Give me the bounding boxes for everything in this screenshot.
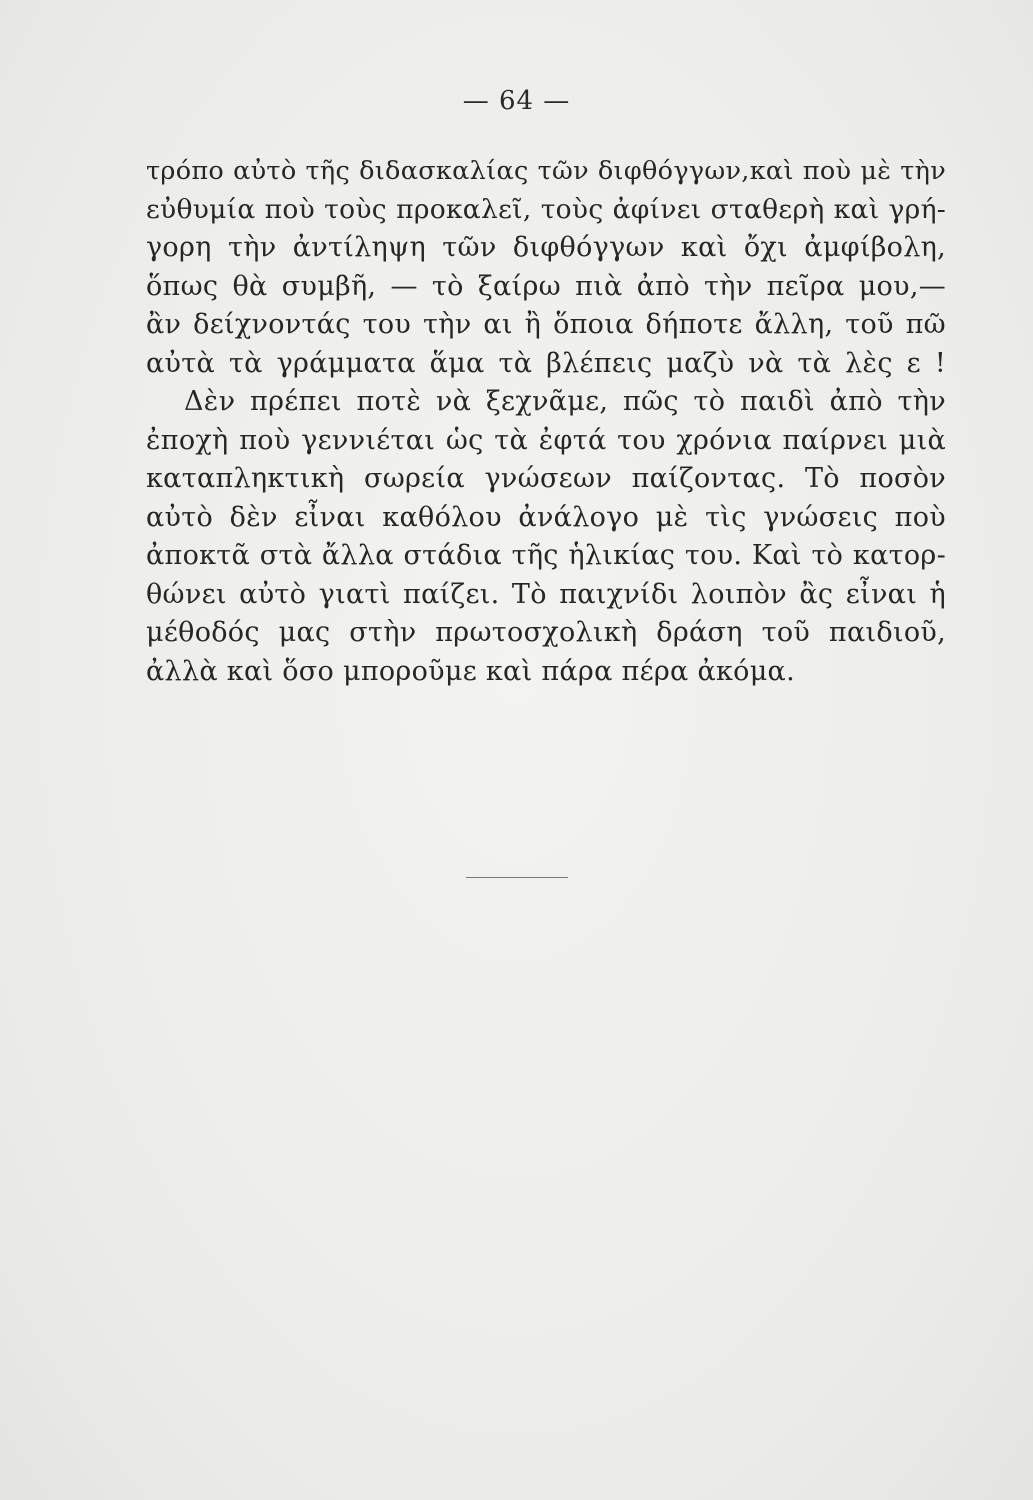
- page-number: — 64 —: [462, 86, 571, 116]
- text-line: γορη τὴν ἀντίληψη τῶν διφθόγγων καὶ ὄχι ἀμφίβολη,: [146, 232, 946, 263]
- body-text: [146, 152, 946, 691]
- text-line: θώνει αὐτὸ γιατὶ παίζει. Τὸ παιχνίδι λοιπὸν ἂς εἶναι ἡ: [146, 578, 946, 610]
- text-line: εὐθυμία ποὺ τοὺς προκαλεῖ, τοὺς ἀφίνει σταθερὴ καὶ γρή-: [146, 193, 946, 225]
- text-line: ὅπως θὰ συμβῆ, — τὸ ξαίρω πιὰ ἀπὸ τὴν πεῖρα μου,—: [146, 270, 946, 302]
- text-line: ἂν δείχνοντάς του τὴν αι ἢ ὅποια δήποτε ἄλλη, τοῦ πῶ: [146, 309, 946, 340]
- text-line: ἐποχὴ ποὺ γεννιέται ὡς τὰ ἐφτά του χρόνια παίρνει μιὰ: [146, 424, 946, 456]
- text-line: καταπληκτικὴ σωρεία γνώσεων παίζοντας. Τὸ ποσὸν: [146, 463, 946, 494]
- section-divider: [466, 877, 568, 878]
- text-line: αὐτὰ τὰ γράμματα ἅμα τὰ βλέπεις μαζὺ νὰ τὰ λὲς ε !: [146, 347, 946, 379]
- text-line: μέθοδός μας στὴν πρωτοσχολικὴ δράση τοῦ παιδιοῦ,: [146, 617, 946, 648]
- paragraph-first-line: Δὲν πρέπει ποτὲ νὰ ξεχνᾶμε, πῶς τὸ παιδὶ ἀπὸ τὴν: [184, 386, 946, 417]
- paragraph-last-line: ἀλλὰ καὶ ὅσο μποροῦμε καὶ πάρα πέρα ἀκόμα.: [146, 655, 795, 687]
- text-line: αὐτὸ δὲν εἶναι καθόλου ἀνάλογο μὲ τὶς γνώσεις ποὺ: [146, 501, 946, 533]
- text-line: ἀποκτᾶ στὰ ἄλλα στάδια τῆς ἡλικίας του. Καὶ τὸ κατορ-: [146, 540, 946, 571]
- text-line: τρόπο αὐτὸ τῆς διδασκαλίας τῶν διφθόγγων,καὶ ποὺ μὲ τὴν: [146, 156, 946, 186]
